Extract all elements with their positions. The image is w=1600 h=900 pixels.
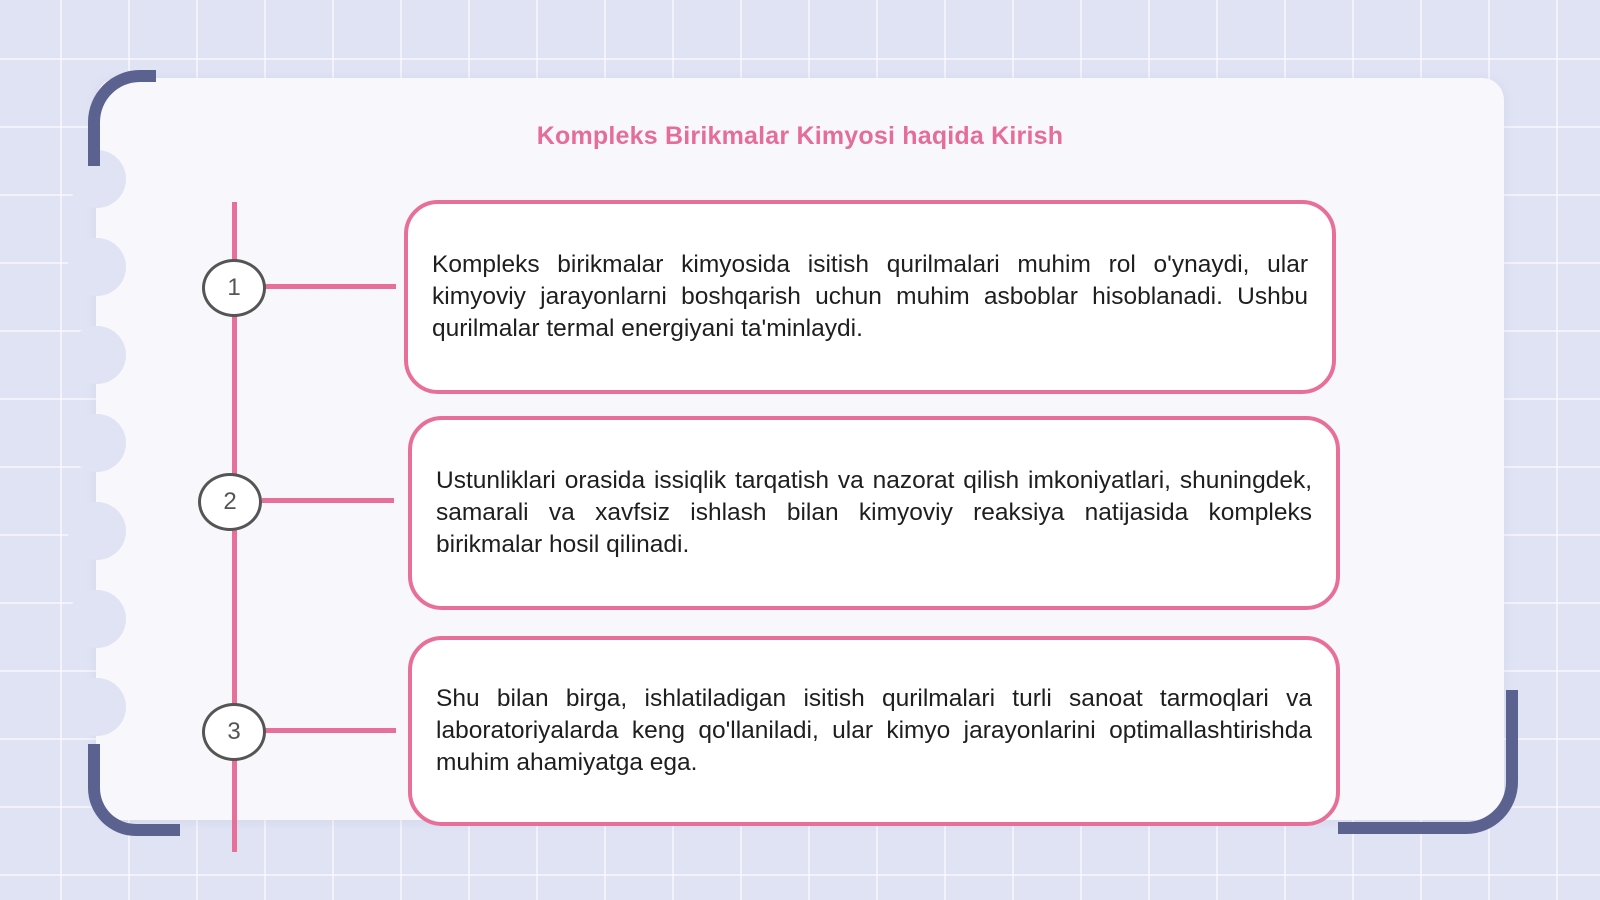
scallop-decoration bbox=[68, 678, 126, 736]
scallop-decoration bbox=[68, 590, 126, 648]
scallop-decoration bbox=[68, 326, 126, 384]
page-title: Kompleks Birikmalar Kimyosi haqida Kirish bbox=[536, 122, 1064, 150]
step-text: Shu bilan birga, ishlatiladigan isitish qurilmalari turli sanoat tarmoqlari va laboratoriyalarda keng qo'llaniladi, ular kimyo jarayonlarini optimallashtirishda muhim ahamiyatga ega. bbox=[436, 685, 1312, 776]
scallop-decoration bbox=[68, 414, 126, 472]
timeline-connector bbox=[264, 284, 396, 289]
step-card-2 bbox=[408, 416, 1340, 610]
timeline-connector bbox=[262, 498, 394, 503]
corner-bracket-top-left bbox=[88, 70, 156, 166]
corner-bracket-bottom-right bbox=[1338, 690, 1518, 834]
step-card-3 bbox=[408, 636, 1340, 826]
timeline-connector bbox=[264, 728, 396, 733]
step-text: Kompleks birikmalar kimyosida isitish qurilmalari muhim rol o'ynaydi, ular kimyoviy jarayonlarni boshqarish uchun muhim asboblar hisoblanadi. Ushbu qurilmalar termal energiyani ta'minlaydi. bbox=[432, 251, 1308, 342]
step-number-3: 3 bbox=[202, 703, 266, 761]
step-card-1 bbox=[404, 200, 1336, 394]
step-number-1: 1 bbox=[202, 259, 266, 317]
step-number-2: 2 bbox=[198, 473, 262, 531]
corner-bracket-bottom-left bbox=[88, 744, 180, 836]
scallop-decoration bbox=[68, 238, 126, 296]
scallop-decoration bbox=[68, 502, 126, 560]
step-text: Ustunliklari orasida issiqlik tarqatish va nazorat qilish imkoniyatlari, shuningdek, samarali va xavfsiz ishlash bilan kimyoviy reaksiya natijasida kompleks birikmalar hosil qilinadi. bbox=[436, 467, 1312, 558]
